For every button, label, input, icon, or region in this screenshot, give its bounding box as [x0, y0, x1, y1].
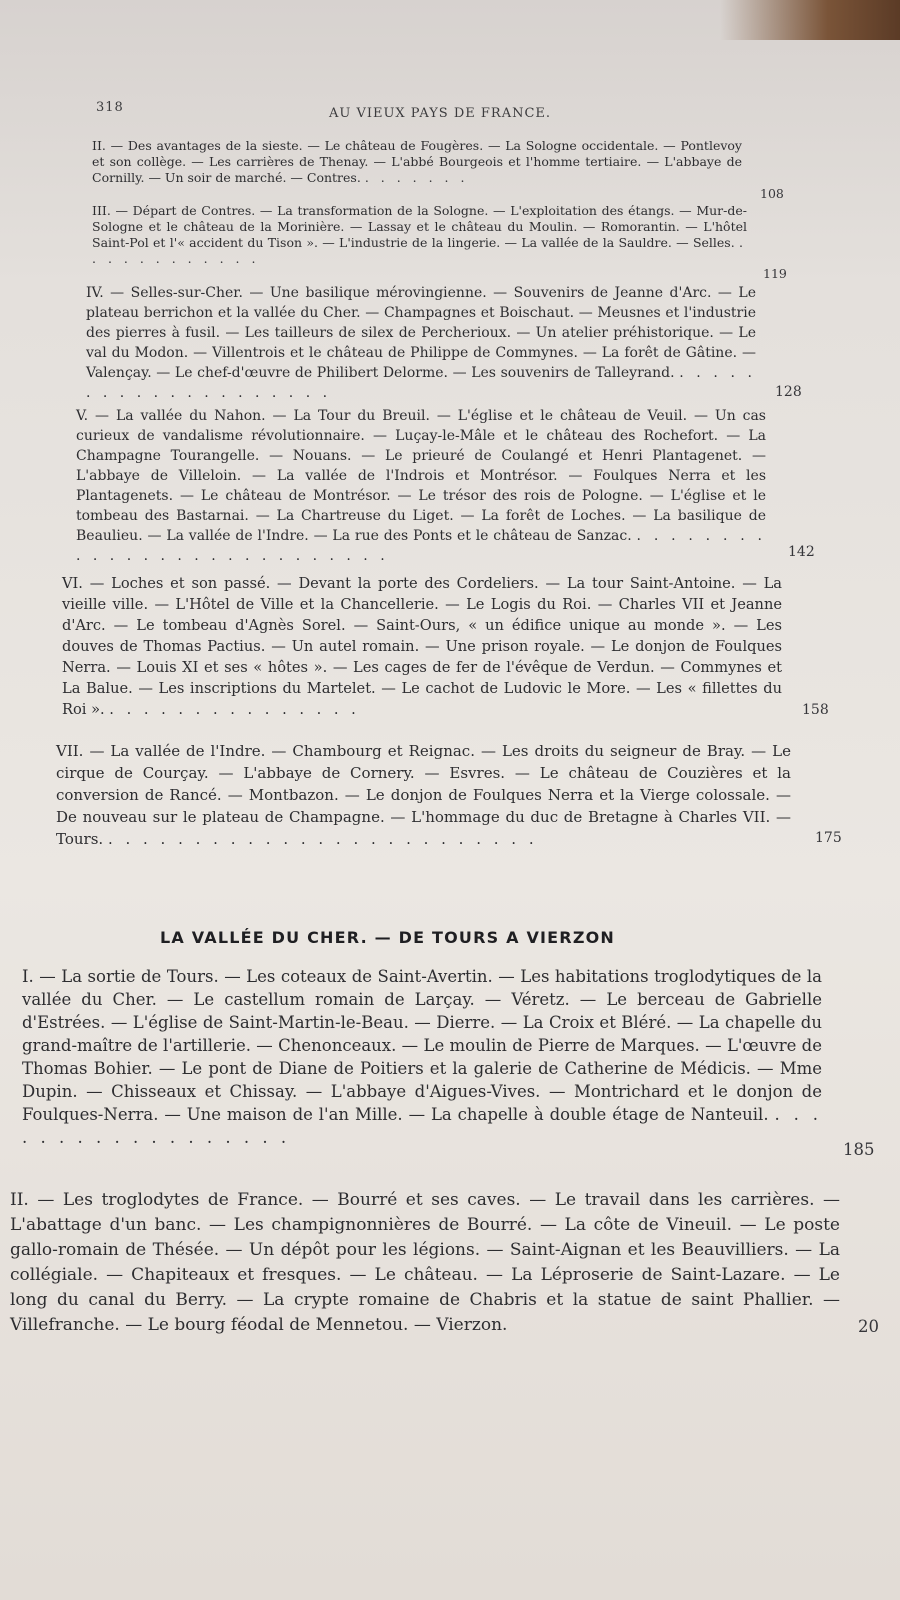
entry-text: — Loches et son passé. — Devant la porte des Cordeliers. — La tour Saint-Antoine. — La vieille ville. — L'Hôtel de Ville et la Chancellerie. — Le Logis du Roi. — Charles VII et Jeanne d'Arc. — Le tombeau d'Agnès Sorel. — Saint-Ours, « un édifice unique au monde ». — Les douves de Thomas Pactius. — Un autel romain. — Une prison royale. — Le donjon de Foulques Nerra. — Louis XI et ses « hôtes ». — Les cages de fer de l'évêque de Verdun. — Commynes et La Balue. — Les inscriptions du Martelet. — Le cachot de Ludovic le More. — Les « fillettes du Roi ».	[62, 575, 782, 718]
toc-entry-iv	[86, 283, 756, 403]
dot-leader: . . . . . . . . . . . . . . .	[109, 701, 360, 718]
toc-entry-iii	[92, 203, 747, 267]
entry-text: — Selles-sur-Cher. — Une basilique mérovingienne. — Souvenirs de Jeanne d'Arc. — Le plateau berrichon et la vallée du Cher. — Champagnes et Boischaut. — Meusnes et l'industrie des pierres à fusil. — Les tailleurs de silex de Percherioux. — Un atelier préhistorique. — Le val du Modon. — Villentrois et le château de Philippe de Commynes. — La forêt de Gâtine. — Valençay. — Le chef-d'œuvre de Philibert Delorme. — Les souvenirs de Talleyrand.	[86, 285, 756, 381]
dot-leader: . . . . . . . . . . . . . . . . . .	[22, 1105, 822, 1147]
dot-leader: . . . . . . .	[364, 170, 469, 185]
entry-numeral: II.	[92, 138, 106, 153]
dot-leader: . . . . . . . . . . . . . . . . . . . . . . . . .	[107, 830, 538, 848]
page-header	[90, 100, 790, 130]
entry-text: — Départ de Contres. — La transformation de la Sologne. — L'exploitation des étangs. — Mur-de-Sologne et le château de la Morinière. — Lassay et le château du Moulin. — Romorantin. — L'hôtel Saint-Pol et l'« accident du Tison ». — L'industrie de la lingerie. — La vallée de la Sauldre. — Selles.	[92, 203, 747, 250]
toc-entry-v	[76, 406, 766, 566]
entry-text: — Les troglodytes de France. — Bourré et ses caves. — Le travail dans les carrières. — L'abattage d'un banc. — Les champignonnières de Bourré. — La côte de Vineuil. — Le poste gallo-romain de Thésée. — Un dépôt pour les légions. — Saint-Aignan et les Beauvilliers. — La collégiale. — Chapiteaux et fresques. — Le château. — La Léproserie de Saint-Lazare. — Le long du canal du Berry. — La crypte romaine de Chabris et la statue de saint Phallier. — Villefranche. — Le bourg féodal de Mennetou. — Vierzon.	[10, 1190, 840, 1335]
entry-text: — Des avantages de la sieste. — Le château de Fougères. — La Sologne occidentale. — Pontlevoy et son collège. — Les carrières de Thenay. — L'abbé Bourgeois et l'homme tertiaire. — L'abbaye de Cornilly. — Un soir de marché. — Contres.	[92, 138, 742, 185]
toc-entry-ii-cher	[10, 1188, 840, 1338]
entry-text: — La vallée de l'Indre. — Chambourg et Reignac. — Les droits du seigneur de Bray. — Le cirque de Courçay. — L'abbaye de Cornery. — Esvres. — Le château de Couzières et la conversion de Rancé. — Montbazon. — Le donjon de Foulques Nerra et la Vierge colossale. — De nouveau sur le plateau de Champagne. — L'hommage du duc de Bretagne à Charles VII. — Tours.	[56, 742, 791, 848]
background-surface	[720, 0, 900, 40]
entry-numeral: V.	[76, 408, 89, 424]
entry-page-number: 175	[815, 830, 842, 846]
toc-entry-vii	[56, 740, 791, 850]
entry-numeral: I.	[22, 967, 34, 986]
entry-page-number: 158	[802, 702, 829, 718]
entry-page-number: 20	[858, 1317, 879, 1336]
entry-numeral: VI.	[62, 575, 83, 592]
entry-page-number: 108	[760, 186, 784, 201]
entry-page-number: 185	[843, 1140, 875, 1159]
entry-page-number: 142	[788, 544, 815, 560]
entry-numeral: VII.	[56, 742, 84, 760]
entry-page-number: 119	[763, 266, 787, 281]
toc-entry-ii	[92, 138, 742, 186]
dot-leader: . . . . . . . . . . . . . . . . . . . .	[86, 365, 756, 401]
dot-leader: . . . . . . . . . . . . . . . . . . . . . . . . . . .	[76, 528, 766, 564]
page-number: 318	[96, 100, 124, 115]
dot-leader: . . . . . . . . . . . .	[92, 235, 747, 266]
entry-numeral: III.	[92, 203, 111, 218]
entry-page-number: 128	[775, 384, 802, 400]
entry-text: — La sortie de Tours. — Les coteaux de Saint-Avertin. — Les habitations troglodytiques de la vallée du Cher. — Le castellum romain de Larçay. — Véretz. — Le berceau de Gabrielle d'Estrées. — L'église de Saint-Martin-le-Beau. — Dierre. — La Croix et Bléré. — La chapelle du grand-maître de l'artillerie. — Chenonceaux. — Le moulin de Pierre de Marques. — L'œuvre de Thomas Bohier. — Le pont de Diane de Poitiers et la galerie de Catherine de Médicis. — Mme Dupin. — Chisseaux et Chissay. — L'abbaye d'Aigues-Vives. — Montrichard et le donjon de Foulques-Nerra. — Une maison de l'an Mille. — La chapelle à double étage de Nanteuil.	[22, 967, 822, 1124]
running-title: AU VIEUX PAYS DE FRANCE.	[328, 106, 552, 121]
entry-numeral: IV.	[86, 285, 104, 301]
toc-entry-i	[22, 965, 822, 1149]
toc-entry-vi	[62, 573, 782, 720]
entry-numeral: II.	[10, 1190, 29, 1210]
section-title: LA VALLÉE DU CHER. — DE TOURS A VIERZON	[160, 928, 616, 947]
entry-text: — La vallée du Nahon. — La Tour du Breuil. — L'église et le château de Veuil. — Un cas curieux de vandalisme révolutionnaire. — Luçay-le-Mâle et le château des Rochefort. — La Champagne Tourangelle. — Nouans. — Le prieuré de Coulangé et Henri Plantagenet. — L'abbaye de Villeloin. — La vallée de l'Indrois et Montrésor. — Foulques Nerra et les Plantagenets. — Le château de Montrésor. — Le trésor des rois de Pologne. — L'église et le tombeau des Bastarnai. — La Chartreuse du Liget. — La forêt de Loches. — La basilique de Beaulieu. — La vallée de l'Indre. — La rue des Ponts et le château de Sanzac.	[76, 408, 766, 544]
